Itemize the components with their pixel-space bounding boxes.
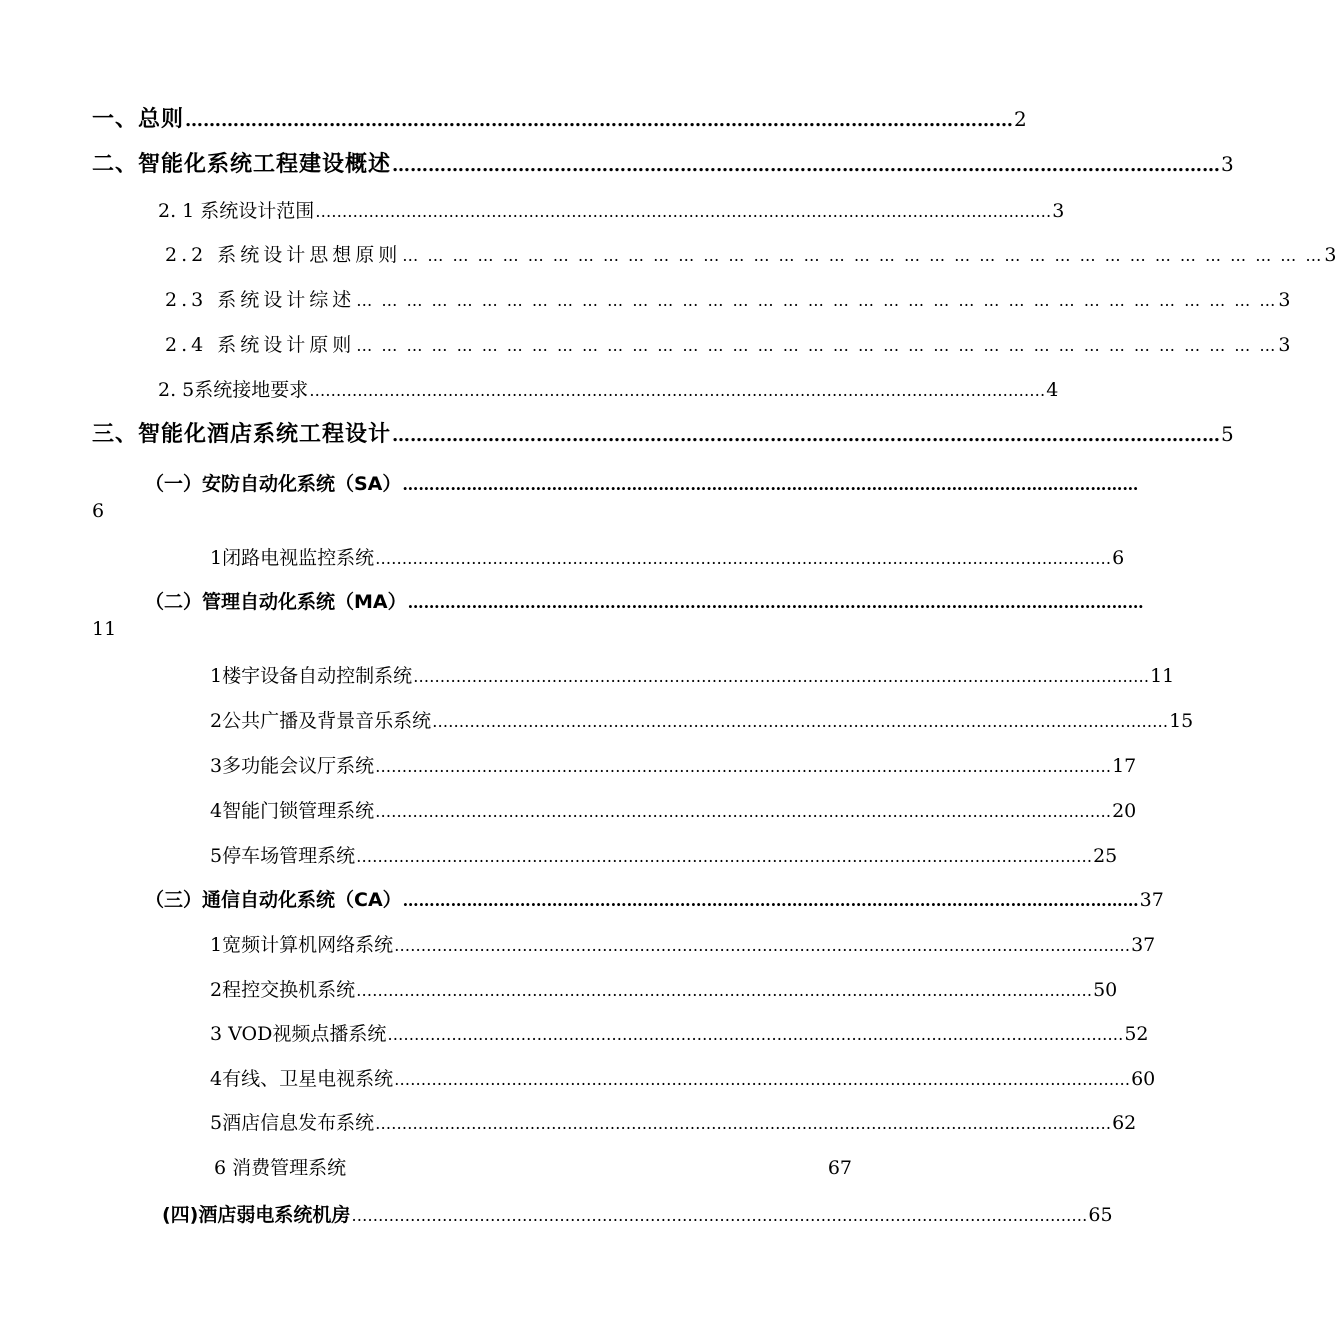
toc-entry-title: 2. 1 系统设计范围: [158, 200, 315, 222]
toc-entry-title: 2.3 系统设计综述: [165, 289, 356, 311]
toc-entry-page: 52: [1124, 1023, 1149, 1045]
dot-leader: …………………………………………………………………………………………………………………………: [185, 110, 1014, 131]
toc-entry: [158, 375, 1059, 402]
toc-entry-title: （三）通信自动化系统（CA）: [145, 889, 402, 911]
toc-entry: [165, 330, 1291, 357]
toc-section: [162, 1200, 1113, 1227]
toc-entry-page: 5: [1221, 422, 1234, 446]
toc-entry-title: 4有线、卫星电视系统: [210, 1068, 394, 1090]
toc-section: [145, 469, 1139, 496]
toc-entry: [210, 1019, 1149, 1046]
dot-leader: …………………………………………………………………………………………………………………………: [375, 757, 1112, 776]
toc-entry-title: 5停车场管理系统: [210, 845, 356, 867]
toc-entry-title: 4智能门锁管理系统: [210, 800, 375, 822]
toc-section: [145, 587, 1144, 614]
toc-entry-title: 6 消费管理系统: [214, 1157, 347, 1179]
toc-entry: [210, 796, 1137, 823]
toc-entry: [210, 975, 1118, 1002]
toc-entry-title: 三、智能化酒店系统工程设计: [92, 422, 392, 447]
toc-entry-title: （一）安防自动化系统（SA）: [145, 473, 402, 495]
toc-entry-page: 25: [1093, 845, 1118, 867]
toc-entry-title: 2.2 系统设计思想原则: [165, 244, 402, 266]
toc-entry-title: 5酒店信息发布系统: [210, 1112, 375, 1134]
toc-entry-page: 11: [1150, 665, 1175, 687]
toc-entry-page: 15: [1169, 710, 1194, 732]
toc-entry-page: 62: [1112, 1112, 1137, 1134]
toc-entry-title: 1宽频计算机网络系统: [210, 934, 394, 956]
toc-entry-page: 2: [1014, 107, 1027, 131]
toc-entry: [214, 1153, 852, 1180]
toc-entry-title: 2.4 系统设计原则: [165, 334, 356, 356]
toc-entry-page: 3: [1324, 244, 1336, 266]
toc-entry: [210, 661, 1175, 688]
toc-entry: [210, 930, 1156, 957]
dot-leader: … … … … … … … … … … … … … … … … … … … … … … … … … … … … … … … … … … … … …: [402, 246, 1324, 265]
toc-entry-page: 3: [1278, 334, 1291, 356]
toc-entry-title: 一、总则: [92, 107, 185, 132]
dot-leader: …………………………………………………………………………………………………………………………: [375, 1114, 1112, 1133]
toc-entry-page: 37: [1139, 889, 1164, 911]
toc-entry-title: 3多功能会议厅系统: [210, 755, 375, 777]
dot-leader: …………………………………………………………………………………………………………………………: [392, 155, 1221, 176]
toc-entry-title: (四)酒店弱电系统机房: [162, 1204, 351, 1226]
toc-entry-title: 2程控交换机系统: [210, 979, 356, 1001]
dot-leader: …………………………………………………………………………………………………………………………: [407, 593, 1144, 612]
toc-entry-page: 50: [1093, 979, 1118, 1001]
toc-entry-page: 3: [1278, 289, 1291, 311]
dot-leader: …………………………………………………………………………………………………………………………: [351, 1206, 1088, 1225]
toc-entry-page: 4: [1046, 379, 1059, 401]
toc-entry: [92, 102, 1027, 133]
dot-leader: …………………………………………………………………………………………………………………………: [402, 475, 1139, 494]
toc-entry-title: 2. 5系统接地要求: [158, 379, 309, 401]
dot-leader: …………………………………………………………………………………………………………………………: [394, 936, 1131, 955]
dot-leader: …………………………………………………………………………………………………………………………: [315, 202, 1052, 221]
toc-entry: [210, 751, 1137, 778]
dot-leader: …………………………………………………………………………………………………………………………: [356, 847, 1093, 866]
dot-leader: …………………………………………………………………………………………………………………………: [356, 981, 1093, 1000]
dot-leader: …………………………………………………………………………………………………………………………: [432, 712, 1169, 731]
toc-entry: [158, 196, 1065, 223]
dot-leader: …………………………………………………………………………………………………………………………: [392, 425, 1221, 446]
toc-entry-page: 60: [1131, 1068, 1156, 1090]
dot-leader: … … … … … … … … … … … … … … … … … … … … … … … … … … … … … … … … … … … … …: [356, 336, 1278, 355]
dot-leader: …………………………………………………………………………………………………………………………: [387, 1025, 1124, 1044]
toc-entry: [210, 1108, 1137, 1135]
dot-leader: … … … … … … … … … … … … … … … … … … … … … … … … … … … … … … … … … … … … …: [356, 291, 1278, 310]
dot-leader: …………………………………………………………………………………………………………………………: [375, 549, 1112, 568]
dot-leader: …………………………………………………………………………………………………………………………: [309, 381, 1046, 400]
toc-entry-title: 1楼宇设备自动控制系统: [210, 665, 413, 687]
toc-entry-page: 11: [92, 618, 117, 640]
toc-entry-title: 3 VOD视频点播系统: [210, 1023, 387, 1045]
toc-entry-title: 1闭路电视监控系统: [210, 547, 375, 569]
toc-entry-title: （二）管理自动化系统（MA）: [145, 591, 407, 613]
toc-entry: [210, 706, 1194, 733]
toc-entry: [165, 285, 1291, 312]
toc-entry-page: 37: [1131, 934, 1156, 956]
toc-entry: [210, 1064, 1156, 1091]
toc-entry: [92, 417, 1234, 448]
toc-entry-page: 3: [1221, 152, 1234, 176]
dot-leader: …………………………………………………………………………………………………………………………: [413, 667, 1150, 686]
toc-entry-page: 67: [827, 1157, 852, 1179]
toc-entry-page: 6: [92, 500, 105, 522]
toc-entry: [165, 240, 1336, 267]
toc-entry: [210, 841, 1118, 868]
dot-leader: …………………………………………………………………………………………………………………………: [402, 891, 1139, 910]
toc-section: [145, 885, 1164, 912]
toc-entry-title: 二、智能化系统工程建设概述: [92, 152, 392, 177]
dot-leader: …………………………………………………………………………………………………………………………: [375, 802, 1112, 821]
toc-entry-page: 6: [1112, 547, 1125, 569]
toc-entry: [92, 147, 1234, 178]
toc-entry-page: 65: [1088, 1204, 1113, 1226]
toc-entry-page: 3: [1052, 200, 1065, 222]
toc-entry-title: 2公共广播及背景音乐系统: [210, 710, 432, 732]
toc-entry: [210, 543, 1125, 570]
toc-entry-page: 20: [1112, 800, 1137, 822]
toc-entry-page: 17: [1112, 755, 1137, 777]
dot-leader: …………………………………………………………………………………………………………………………: [394, 1070, 1131, 1089]
